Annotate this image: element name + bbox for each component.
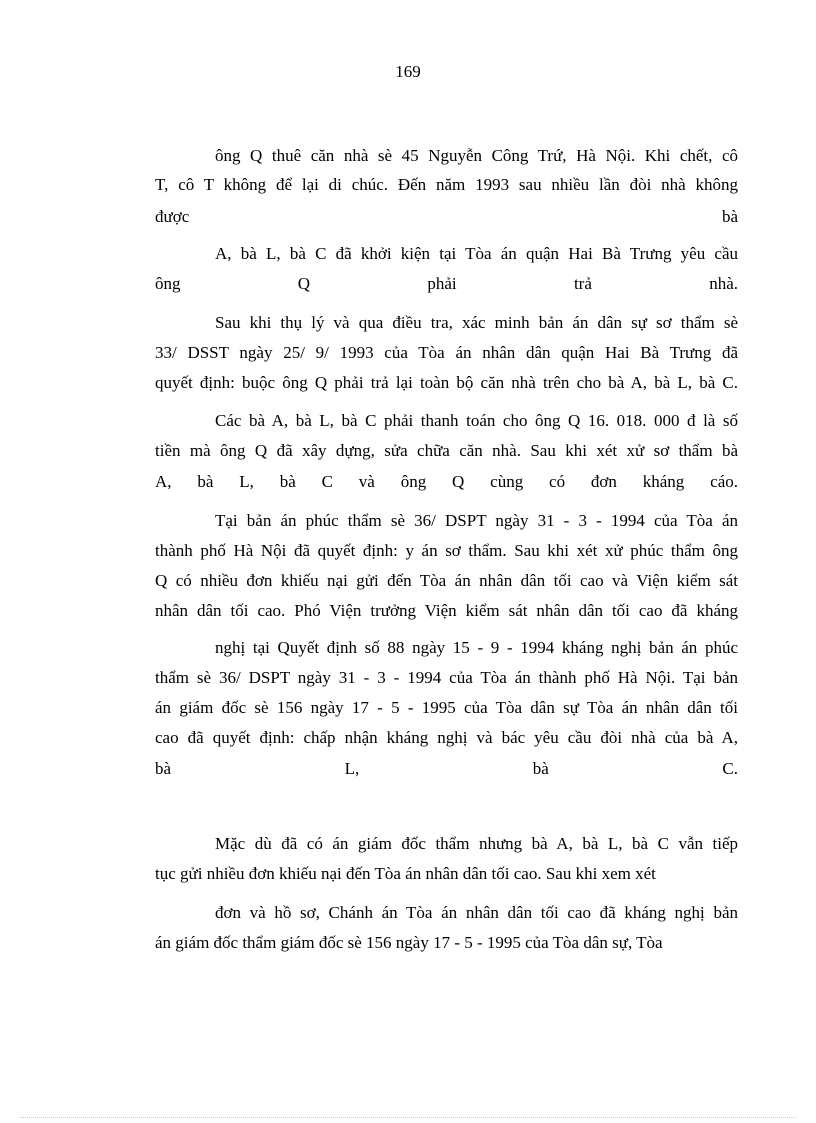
- text-line: Các bà A, bà L, bà C phải thanh toán cho ông Q 16. 018. 000 đ là số: [215, 411, 738, 430]
- text-line: án giám đốc thẩm giám đốc sè 156 ngày 17 - 5 - 1995 của Tòa dân sự, Tòa: [155, 933, 663, 952]
- text-line: Sau khi thụ lý và qua điều tra, xác minh bản án dân sự sơ thẩm sè: [215, 313, 738, 332]
- text-line: Mặc dù đã có án giám đốc thẩm nhưng bà A, bà L, bà C vẫn tiếp: [215, 834, 738, 853]
- text-line: tiền mà ông Q đã xây dựng, sửa chữa căn nhà. Sau khi xét xử sơ thẩm bà: [155, 441, 738, 460]
- text-line: nghị tại Quyết định số 88 ngày 15 - 9 - 1994 kháng nghị bản án phúc: [215, 638, 738, 657]
- text-line: quyết định: buộc ông Q phải trả lại toàn bộ căn nhà trên cho bà A, bà L, bà C.: [155, 373, 738, 392]
- text-line: Q có nhiều đơn khiếu nại gửi đến Tòa án nhân dân tối cao và Viện kiểm sát: [155, 571, 738, 590]
- text-line: bà L, bà C.: [155, 759, 738, 778]
- text-line: thành phố Hà Nội đã quyết định: y án sơ thẩm. Sau khi xét xử phúc thẩm ông: [155, 541, 738, 560]
- text-line: 33/ DSST ngày 25/ 9/ 1993 của Tòa án nhân dân quận Hai Bà Trưng đã: [155, 343, 738, 362]
- text-line: A, bà L, bà C đã khởi kiện tại Tòa án quận Hai Bà Trưng yêu cầu: [215, 244, 738, 263]
- text-line: ông Q phải trả nhà.: [155, 274, 738, 293]
- text-line: A, bà L, bà C và ông Q cùng có đơn kháng cáo.: [155, 472, 738, 491]
- text-line: nhân dân tối cao. Phó Viện trưởng Viện kiểm sát nhân dân tối cao đã kháng: [155, 601, 738, 620]
- page-number: 169: [395, 62, 421, 81]
- text-line: T, cô T không để lại di chúc. Đến năm 1993 sau nhiều lần đòi nhà không: [155, 175, 738, 194]
- text-line: án giám đốc sè 156 ngày 17 - 5 - 1995 của Tòa dân sự Tòa án nhân dân tối: [155, 698, 738, 717]
- text-line: đơn và hồ sơ, Chánh án Tòa án nhân dân tối cao đã kháng nghị bản: [215, 903, 738, 922]
- text-line: cao đã quyết định: chấp nhận kháng nghị và bác yêu cầu đòi nhà của bà A,: [155, 728, 738, 747]
- text-line: Tại bản án phúc thẩm sè 36/ DSPT ngày 31 - 3 - 1994 của Tòa án: [215, 511, 738, 530]
- text-line: tục gửi nhiều đơn khiếu nại đến Tòa án nhân dân tối cao. Sau khi xem xét: [155, 864, 656, 883]
- page-bottom-divider: [20, 1117, 796, 1118]
- text-line: thẩm sè 36/ DSPT ngày 31 - 3 - 1994 của Tòa án thành phố Hà Nội. Tại bản: [155, 668, 738, 687]
- text-line: được bà: [155, 207, 738, 226]
- text-line: ông Q thuê căn nhà sè 45 Nguyễn Công Trứ, Hà Nội. Khi chết, cô: [215, 146, 738, 165]
